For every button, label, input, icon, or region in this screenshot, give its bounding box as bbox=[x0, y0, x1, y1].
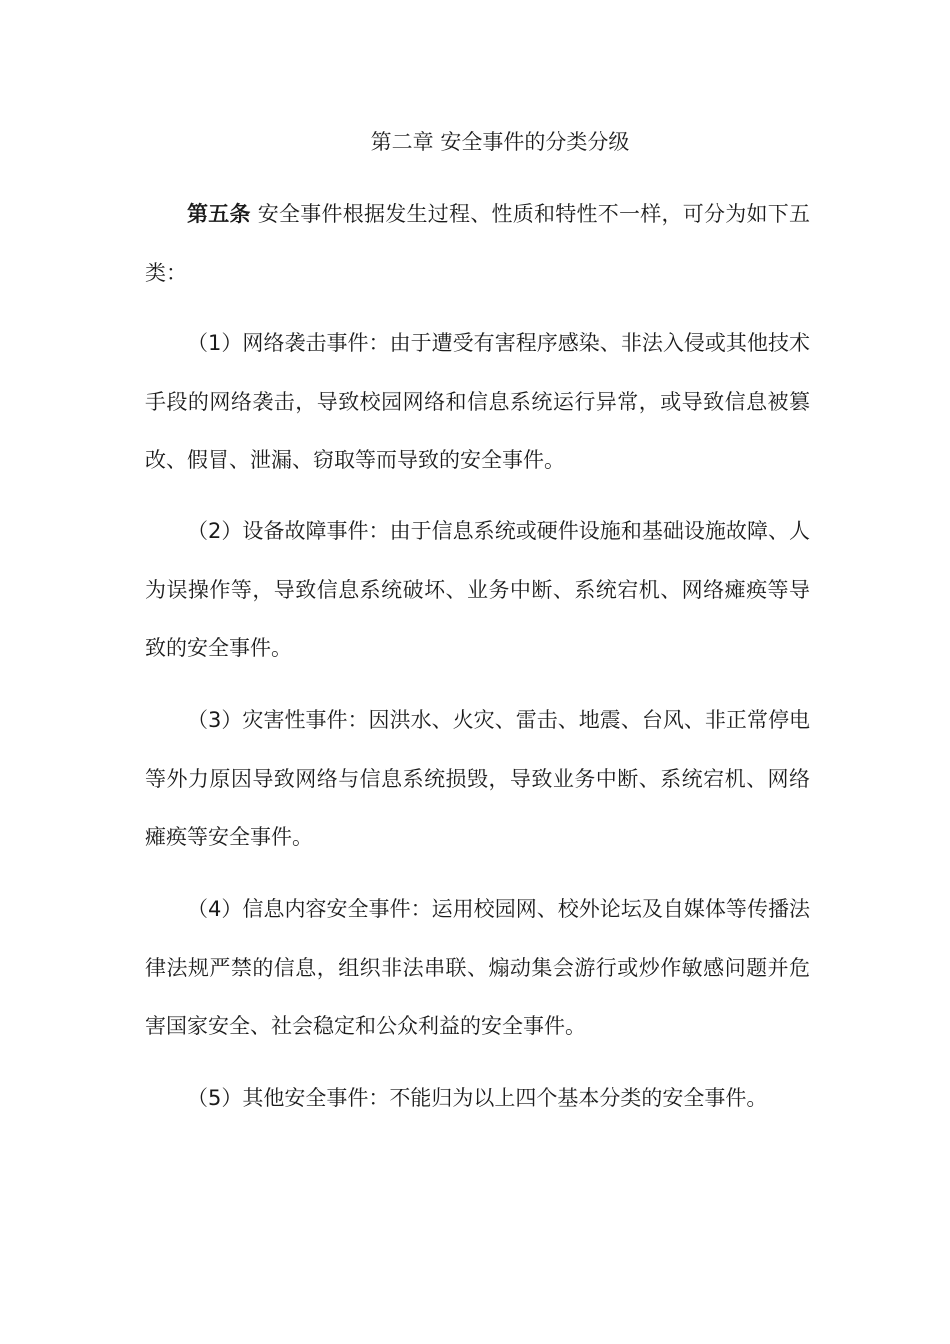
chapter-title: 第二章 安全事件的分类分级 bbox=[370, 130, 630, 154]
list-item: （1）网络袭击事件：由于遭受有害程序感染、非法入侵或其他技术手段的网络袭击，导致校园网络和信息系统运行异常，或导致信息被篡改、假冒、泄漏、窃取等而导致的安全事件。 bbox=[145, 331, 810, 472]
article-paragraph bbox=[145, 185, 810, 302]
list-item: （5）其他安全事件：不能归为以上四个基本分类的安全事件。 bbox=[187, 1086, 768, 1110]
list-item: （2）设备故障事件：由于信息系统或硬件设施和基础设施故障、人为误操作等，导致信息系统破坏、业务中断、系统宕机、网络瘫痪等导致的安全事件。 bbox=[145, 519, 810, 660]
article-text: 安全事件根据发生过程、性质和特性不一样，可分为如下五类： bbox=[145, 202, 810, 285]
article-label: 第五条 bbox=[187, 202, 251, 226]
list-item: （3）灾害性事件：因洪水、火灾、雷击、地震、台风、非正常停电等外力原因导致网络与信息系统损毁，导致业务中断、系统宕机、网络瘫痪等安全事件。 bbox=[145, 708, 810, 849]
list-item: （4）信息内容安全事件：运用校园网、校外论坛及自媒体等传播法律法规严禁的信息，组织非法串联、煽动集会游行或炒作敏感问题并危害国家安全、社会稳定和公众利益的安全事件。 bbox=[145, 897, 810, 1038]
